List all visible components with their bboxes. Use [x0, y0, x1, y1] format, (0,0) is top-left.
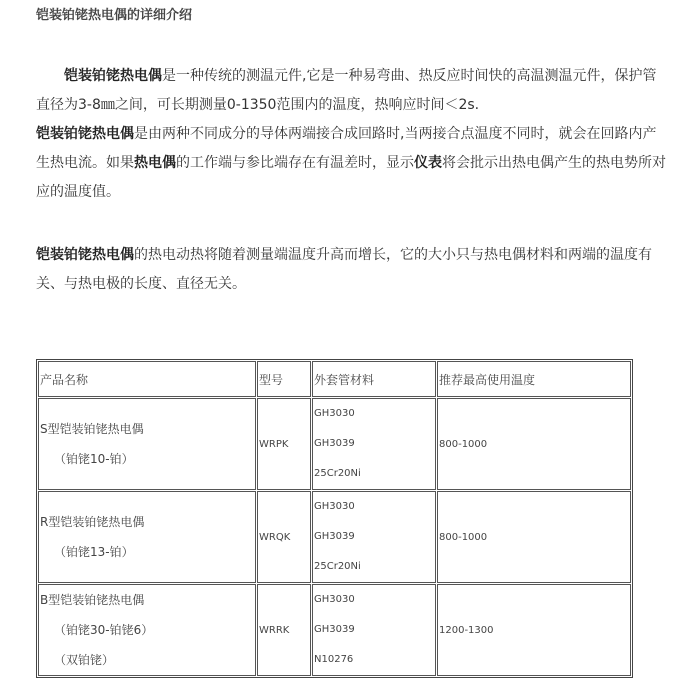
material-cell — [312, 584, 436, 676]
product-name: B型铠装铂铑热电偶 — [40, 593, 145, 607]
header-max-temp: 推荐最高使用温度 — [437, 361, 631, 397]
product-composition: （铂铑13-铂） — [54, 545, 134, 559]
table-row — [38, 398, 631, 490]
product-name-cell — [38, 398, 256, 490]
product-name: R型铠装铂铑热电偶 — [40, 515, 145, 529]
table-row — [38, 584, 631, 676]
table-header-row — [38, 361, 631, 397]
material-cell — [312, 398, 436, 490]
header-model: 型号 — [257, 361, 311, 397]
principle-paragraph — [36, 120, 666, 207]
temp-cell: 1200-1300 — [437, 584, 631, 676]
product-name-cell — [38, 584, 256, 676]
product-name-cell — [38, 491, 256, 583]
material-item: N10276 — [314, 654, 354, 665]
product-name: S型铠装铂铑热电偶 — [40, 422, 144, 436]
intro-term: 铠装铂铑热电偶 — [64, 68, 162, 84]
spec-table — [36, 359, 633, 678]
product-composition: （铂铑10-铂） — [54, 452, 134, 466]
thermocouple-link[interactable]: 热电偶 — [134, 155, 176, 171]
principle-text-1: 是由两种不同成分的导体两端接合成回路时,当两接合点温度不同时，就会在回路内产生热电流。如果 — [36, 126, 657, 171]
model-cell: WRQK — [257, 491, 311, 583]
temp-cell: 800-1000 — [437, 398, 631, 490]
article-title: 铠装铂铑热电偶的详细介绍 — [36, 8, 193, 23]
material-item: GH3039 — [314, 531, 355, 542]
principle-term: 铠装铂铑热电偶 — [36, 126, 134, 142]
table-row — [38, 491, 631, 583]
principle-text-3: 将会批示出热电偶产生的热电势所对应的温度值。 — [36, 155, 666, 200]
material-item: 25Cr20Ni — [314, 468, 361, 479]
material-item: GH3030 — [314, 594, 355, 605]
temp-cell: 800-1000 — [437, 491, 631, 583]
intro-text: 是一种传统的测温元件,它是一种易弯曲、热反应时间快的高温测温元件，保护管直径为3-8㎜之间，可长期测量0-1350范围内的温度，热响应时间＜2s. — [36, 68, 657, 113]
instrument-link[interactable]: 仪表 — [414, 155, 442, 171]
intro-paragraph — [36, 62, 666, 120]
header-sheath-material: 外套管材料 — [312, 361, 436, 397]
header-product-name: 产品名称 — [38, 361, 256, 397]
emf-term: 铠装铂铑热电偶 — [36, 247, 134, 263]
principle-text-2: 的工作端与参比端存在有温差时，显示 — [176, 155, 414, 171]
material-item: GH3030 — [314, 501, 355, 512]
emf-text: 的热电动热将随着测量端温度升高而增长，它的大小只与热电偶材料和两端的温度有关、与热电极的长度、直径无关。 — [36, 247, 652, 292]
material-item: 25Cr20Ni — [314, 561, 361, 572]
emf-paragraph — [36, 241, 666, 299]
material-item: GH3039 — [314, 624, 355, 635]
material-item: GH3039 — [314, 438, 355, 449]
material-item: GH3030 — [314, 408, 355, 419]
model-cell: WRPK — [257, 398, 311, 490]
product-composition: （双铂铑） — [54, 653, 115, 667]
model-cell: WRRK — [257, 584, 311, 676]
material-cell — [312, 491, 436, 583]
product-composition: （铂铑30-铂铑6） — [54, 623, 154, 637]
